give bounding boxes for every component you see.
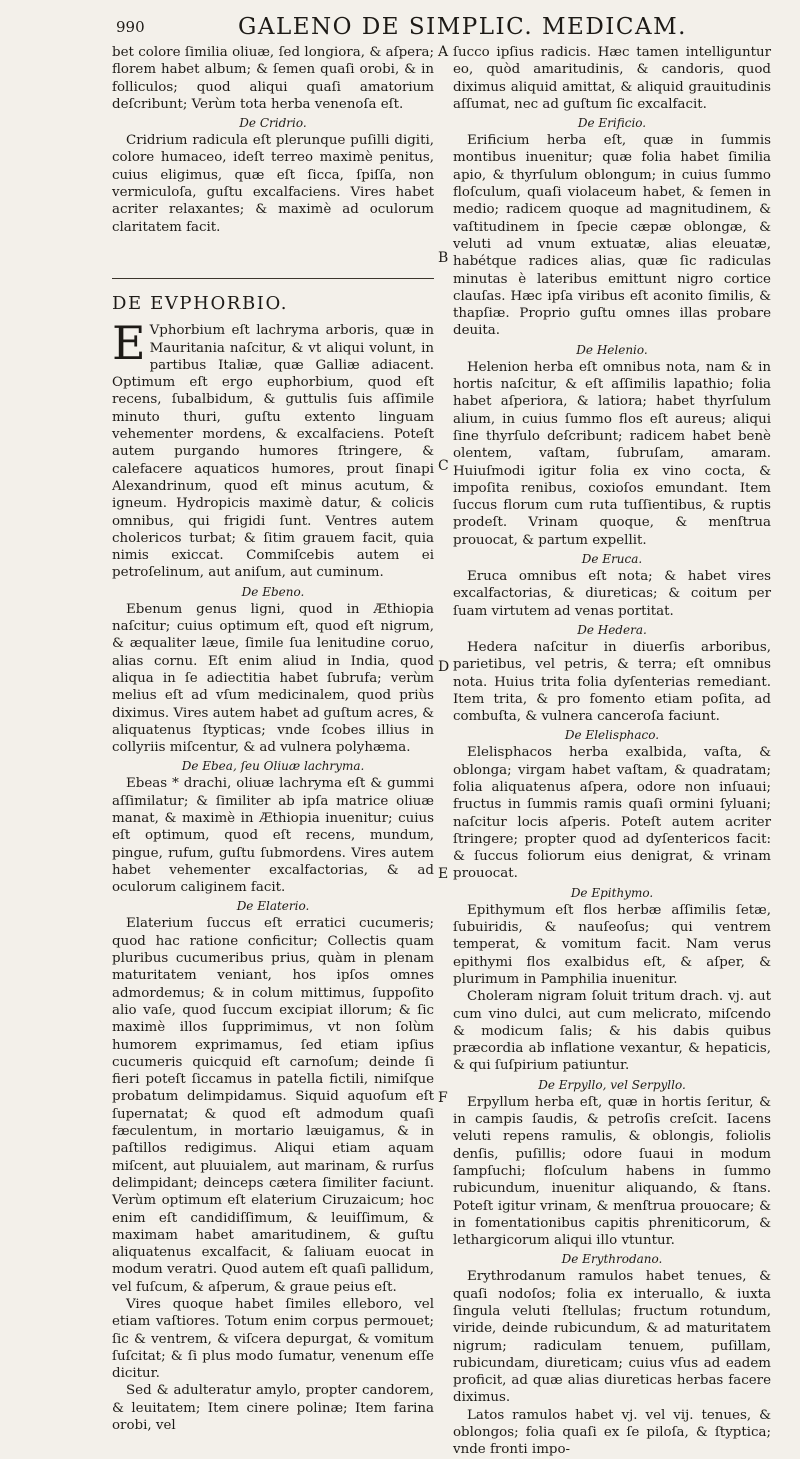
subheading-erificio: De Erificio. bbox=[577, 116, 647, 131]
paragraph-elaterio-1: Elaterium ſuccus eſt erratici cucumeris; quod hac ratione conficitur; Collectis quam pluribus cucumeribus prius, quàm in plenam maturitatem veniant, hos ipſos omnes admordemus; & in colum mittimus, ſuppoſito alio vaſe, quod ſuccum excipiat illorum; & ſic maximè illos ſupprimimus, vt non ſolùm humorem exprimamus, ſed etiam ipſius cucumeris quicquid eſt carnoſum; deinde ſi fieri poteſt ſiccamus in patella fictili, nimiſque probatum delimpidamus. Siquid aquoſum eſt ſupernatat; & quod eſt admodum quaſi fæculentum, in mortario læuigamus, & in paſtillos redigimus. Aliqui etiam aquam miſcent, aut pluuialem, aut marinam, & rurſus delimpidant; deinceps cætera ſimiliter faciunt. Verùm optimum eſt elaterium Ciruzaicum; hoc enim eſt candidiſſimum, & leuiſſimum, & maximam habet amaritudinem, & guſtu aliquatenus excalfacit, & ſaliuam euocat in modum veratri. Quod autem eſt quaſi pallidum, vel fuſcum, & aſperum, & graue peius eſt. bbox=[112, 916, 434, 1295]
subheading-ebeno: De Ebeno. bbox=[241, 584, 305, 599]
page-number: 990 bbox=[116, 18, 145, 36]
paragraph-eruca: Eruca omnibus eſt nota; & habet vires excalfactorias, & diureticas; & coitum per ſuam virtutem ad venas portitat. bbox=[453, 569, 771, 619]
subheading-eruca: De Eruca. bbox=[581, 552, 643, 567]
paragraph-opening-left: bet colore ſimilia oliuæ, ſed longiora, & aſpera; florem habet album; & ſemen quaſi orobi, & in folliculos; quod aliqui quaſi amatorium deſcribunt; Verùm tota herba venenoſa eſt. bbox=[112, 45, 434, 112]
right-column bbox=[453, 44, 771, 1459]
margin-marker-e: E bbox=[438, 866, 449, 882]
subheading-cridrio: De Cridrio. bbox=[239, 116, 307, 131]
left-column bbox=[112, 44, 434, 1434]
subheading-erythrodano: De Erythrodano. bbox=[561, 1252, 663, 1267]
margin-marker-c: C bbox=[438, 458, 449, 474]
paragraph-erificio: Erificium herba eſt, quæ in ſummis montibus inuenitur; quæ folia habet ſimilia apio, & thyrſulum oblongum; in cuius ſummo floſculum, quaſi violaceum habet, & ſemen in medio; radicem quoque ad magnitudinem, & vaſtitudinem in ſpecie cæpæ oblongæ, & veluti ad vnum extuatæ, alias eleuatæ, habétque radices alias, quæ ſic radiculas minutas è lateribus emittunt nigro cortice clauſas. Hæc ipſa viribus eſt aconito ſimilis, & thapſiæ. Proprio guſtu omnes illas probare deuita. bbox=[453, 133, 771, 339]
margin-marker-a: A bbox=[438, 44, 449, 60]
margin-marker-d: D bbox=[438, 659, 450, 675]
margin-marker-b: B bbox=[438, 250, 449, 266]
paragraph-erythrodano-2: Latos ramulos habet vj. vel vij. tenues, & oblongos; folia quaſi ex ſe piloſa, & ſtyptica; vnde fronti impo- bbox=[453, 1407, 771, 1458]
paragraph-euphorbio bbox=[112, 316, 434, 581]
paragraph-opening-right: ſucco ipſius radicis. Hæc tamen intelliguntur eo, quòd amaritudinis, & candoris, quod diximus aliquid amittat, & aliquid grauitudinis aſſumat, nec ad guſtum ſic excalfacit. bbox=[453, 45, 771, 112]
paragraph-erpyllo: Erpyllum herba eſt, quæ in hortis ſeritur, & in campis ſaudis, & petroſis creſcit. Iacens veluti repens ramulis, & oblongis, foliolis denſis, puſillis; odore ſuaui in modum ſampſuchi; floſculum habens in ſummo rubicundum, inuenitur aliquando, & ſtans. Poteſt igitur vrinam, & menſtrua prouocare; & in fomentationibus capitis phreniticorum, & lethargicorum aliqui illo vtuntur. bbox=[453, 1094, 771, 1249]
paragraph-helenio: Helenion herba eſt omnibus nota, nam & in hortis naſcitur, & eſt aſſimilis lapathio; folia habet aſperiora, & latiora; habet thyrſulum alium, in cuius ſummo flos eſt aureus; aliqui ſine thyrſulo deſcribunt; radicem habet benè olentem, vaſtam, ſubruſam, amaram. Huiuſmodi igitur folia ex vino cocta, & impoſita renibus, coxioſos emundant. Item ſuccus florum cum ruta tuſſientibus, & ruptis prodeſt. Vrinam quoque, & menſtrua prouocat, & partum expellit. bbox=[453, 359, 771, 548]
subheading-elaterio: De Elaterio. bbox=[236, 899, 310, 914]
subheading-ebea: De Ebea, ſeu Oliuæ lachryma. bbox=[181, 759, 365, 774]
paragraph-elelisphaco: Elelisphacos herba exalbida, vaſta, & oblonga; virgam habet vaſtam, & quadratam; folia aliquatenus aſpera, odore non inſuaui; fructus in ſummis ramis quaſi ormini ſyluani; naſcitur locis aſperis. Poteſt autem acriter ſtringere; propter quod ad dyſentericos facit: & ſuccus foliorum eius denigrat, & vrinam prouocat. bbox=[453, 745, 771, 882]
subheading-elelisphaco: De Elelisphaco. bbox=[564, 728, 660, 743]
paragraph-euphorbio-text: Vphorbium eſt lachryma arboris, quæ in Mauritania naſcitur, & vt aliqui volunt, in partibus Italiæ, quæ Galliæ adiacent. Optimum eſt ergo euphorbium, quod eſt recens, ſubalbidum, & guttulis ſuis aſſimile minuto thuri, guſtu extento linguam vehementer mordens, & excalfaciens. Poteſt autem purgando humores ſtringere, & calefacere aquaticos humores, prout ſinapi Alexandrinum, quod eſt minus acutum, & igneum. Hydropicis maximè datur, & colicis omnibus, qui frigidi ſunt. Ventres autem cholericos turbat; & ſitim grauem facit, quia nimis exiccat. Commiſcebis autem ei petroſelinum, aut aniſum, aut cuminum. bbox=[112, 323, 434, 581]
subheading-epithymo: De Epithymo. bbox=[570, 885, 654, 900]
paragraph-epithymo-1: Epithymum eſt flos herbæ aſſimilis ſetæ, ſubuiridis, & nauſeoſus; qui ventrem temperat, & vomitum facit. Nam verus epithymi flos exalbidus eſt, & aſper, & plurimum in Pamphilia inuenitur. bbox=[453, 902, 771, 987]
section-title-euphorbio: DE EVPHORBIO. bbox=[112, 278, 434, 312]
paragraph-ebea: Ebeas * drachi, oliuæ lachryma eſt & gummi aſſimilatur; & ſimiliter ab ipſa matrice oliuæ manat, & maximè in Æthiopia inuenitur; cuius eſt optimum, quod eſt recens, mundum, pingue, rufum, guſtu ſubmordens. Vires autem habet vehementer excalfactorias, & ad oculorum caliginem facit. bbox=[112, 776, 434, 896]
paragraph-elaterio-3: Sed & adulteratur amylo, propter candorem, & leuitatem; Item cinere polinæ; Item farina orobi, vel bbox=[112, 1383, 434, 1434]
running-title: GALENO DE SIMPLIC. MEDICAM. bbox=[238, 14, 687, 40]
paragraph-elaterio-2: Vires quoque habet ſimiles elleboro, vel etiam vaſtiores. Totum enim corpus permouet; ſic & ventrem, & viſcera depurgat, & vomitum ſuſcitat; & ſi plus modo ſumatur, venenum eſſe dicitur. bbox=[112, 1297, 434, 1382]
paragraph-cridrio: Cridrium radicula eſt plerunque puſilli digiti, colore humaceo, ideſt terreo maximè penitus, cuius eligimus, quæ eſt ſicca, ſpiſſa, non vermiculoſa, guſtu excalfaciens. Vires habet acriter relaxantes; & maximè ad oculorum claritatem facit. bbox=[112, 133, 434, 235]
margin-marker-f: F bbox=[438, 1090, 448, 1106]
subheading-helenio: De Helenio. bbox=[576, 342, 648, 357]
subheading-erpyllo: De Erpyllo, vel Serpyllo. bbox=[538, 1077, 686, 1092]
subheading-hedera: De Hedera. bbox=[577, 622, 647, 637]
paragraph-hedera: Hedera naſcitur in diuerſis arboribus, parietibus, vel petris, & terra; eſt omnibus nota. Huius trita folia dyſenterias remediant. Item trita, & pro fomento etiam poſita, ad combuſta, & vulnera canceroſa faciunt. bbox=[453, 639, 771, 725]
page-header bbox=[0, 14, 800, 44]
paragraph-erythrodano-1: Erythrodanum ramulos habet tenues, & quaſi nodoſos; folia ex interuallo, & iuxta ſingula veluti ſtellulas; fructum rotundum, viride, deinde rubicundum, & ad maturitatem nigrum; radiculam tenuem, puſillam, rubicundam, diureticam; cuius vſus ad eadem proficit, ad quæ alias diureticas herbas facere diximus. bbox=[453, 1269, 771, 1406]
paragraph-ebeno: Ebenum genus ligni, quod in Æthiopia naſcitur; cuius optimum eſt, quod eſt nigrum, & æqualiter læue, ſimile ſua lenitudine coruo, alias cornu. Eſt enim aliud in India, quod aliqua in ſe adiectitia habet ſubrufa; verùm melius eſt ad vſum medicinalem, quod priùs diximus. Vires autem habet ad guſtum acres, & aliquatenus ſtypticas; vnde ſcobes illius in collyriis miſcentur, & ad vulnera polyhæma. bbox=[112, 601, 434, 756]
paragraph-epithymo-2: Choleram nigram ſoluit tritum drach. vj. aut cum vino dulci, aut cum melicrato, miſcendo & modicum ſalis; & his dabis quibus præcordia ab inflatione vexantur, & hepaticis, & qui ſuſpirium patiuntur. bbox=[453, 989, 771, 1074]
drop-cap: E bbox=[112, 316, 146, 371]
